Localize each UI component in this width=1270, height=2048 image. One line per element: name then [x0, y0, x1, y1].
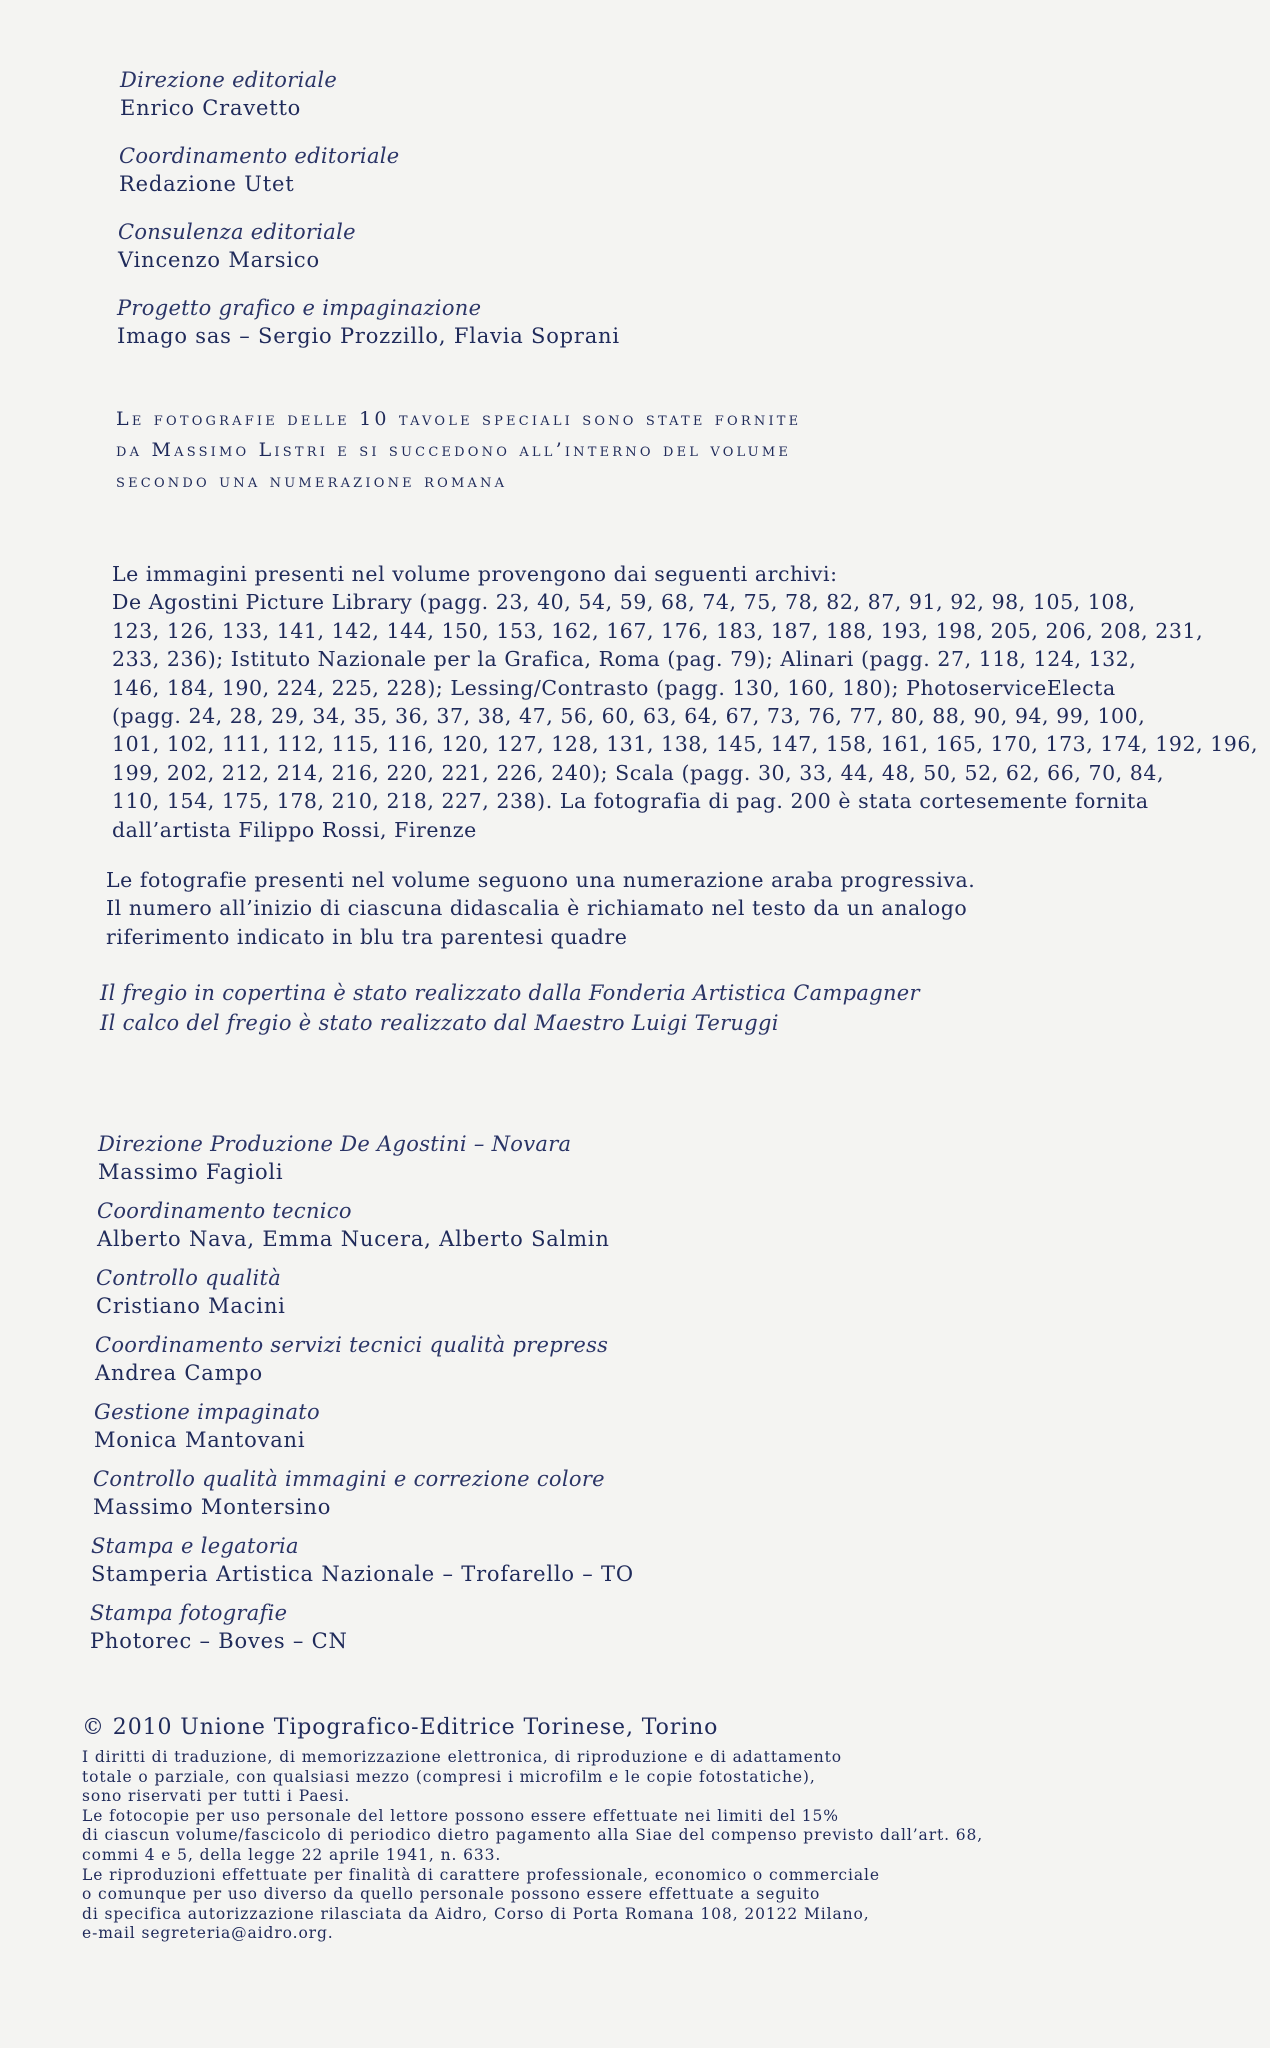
copyright-section	[82, 1714, 983, 1944]
credit-name: Massimo Fagioli	[98, 1160, 284, 1184]
archives-line: 123, 126, 133, 141, 142, 144, 150, 153, 162, 167, 176, 183, 187, 188, 193, 198, 205, 206, 208, 231,	[112, 618, 1204, 643]
archives-line: Le immagini presenti nel volume provengono dai seguenti archivi:	[112, 562, 838, 586]
credit-role: Controllo qualità	[96, 1266, 282, 1290]
frieze-line: Il fregio in copertina è stato realizzato dalla Fonderia Artistica Campagner	[100, 981, 920, 1005]
credit-name: Monica Mantovani	[94, 1428, 306, 1452]
rights-paragraph	[82, 1748, 983, 1944]
credit-role: Consulenza editoriale	[118, 220, 356, 244]
rights-line: commi 4 e 5, della legge 22 aprile 1941, n. 633.	[82, 1845, 502, 1864]
rights-line: Le riproduzioni effettuate per finalità di carattere professionale, economico o commerciale	[82, 1865, 880, 1884]
archives-line: De Agostini Picture Library (pagg. 23, 40, 54, 59, 68, 74, 75, 78, 82, 87, 91, 92, 98, 105, 108,	[112, 590, 1136, 615]
credit-technical-coordination	[97, 1197, 634, 1253]
rights-line: totale o parziale, con qualsiasi mezzo (compresi i microfilm e le copie fotostatiche),	[82, 1767, 816, 1786]
rights-line: sono riservati per tutti i Paesi.	[82, 1787, 351, 1806]
archives-line: 110, 154, 175, 178, 210, 218, 227, 238). La fotografia di pag. 200 è stata cortesemente fornita	[112, 789, 1149, 814]
credit-name: Imago sas – Sergio Prozzillo, Flavia Soprani	[117, 324, 620, 348]
archives-line: 146, 184, 190, 224, 225, 228); Lessing/Contrasto (pagg. 130, 160, 180); PhotoserviceElecta	[112, 675, 1116, 700]
credit-name: Enrico Cravetto	[120, 96, 302, 120]
credit-name: Andrea Campo	[95, 1361, 263, 1385]
editorial-credits	[117, 66, 620, 350]
notice-line: Le fotografie delle 10 tavole speciali sono state fornite	[116, 408, 802, 430]
notice-line: secondo una numerazione romana	[116, 470, 508, 492]
rights-line: e-mail segreteria@aidro.org.	[82, 1924, 334, 1943]
archives-paragraph	[112, 560, 1258, 844]
numbering-line: Le fotografie presenti nel volume seguono una numerazione araba progressiva.	[106, 868, 976, 892]
numbering-line: Il numero all’inizio di ciascuna didascalia è richiamato nel testo da un analogo	[106, 896, 968, 921]
credit-color-correction	[93, 1465, 634, 1521]
credit-editorial-direction	[120, 66, 620, 122]
credit-role: Stampa fotografie	[90, 1601, 288, 1625]
archives-line: (pagg. 24, 28, 29, 34, 35, 36, 37, 38, 47, 56, 60, 63, 64, 67, 73, 76, 77, 80, 88, 90, 94, 99, 100,	[112, 704, 1146, 729]
credit-role: Coordinamento editoriale	[119, 144, 400, 168]
credit-prepress-coordination	[95, 1331, 634, 1387]
credit-graphic-design	[117, 294, 620, 350]
credit-name: Stamperia Artistica Nazionale – Trofarello – TO	[91, 1562, 634, 1586]
credit-role: Stampa e legatoria	[91, 1534, 299, 1558]
credit-name: Redazione Utet	[119, 172, 295, 196]
credit-name: Massimo Montersino	[93, 1495, 332, 1519]
credit-layout-management	[94, 1398, 634, 1454]
credit-role: Coordinamento servizi tecnici qualità prepress	[95, 1333, 609, 1357]
credit-role: Direzione Produzione De Agostini – Novara	[98, 1132, 572, 1156]
credit-photo-printing	[90, 1599, 634, 1655]
credit-editorial-coordination	[119, 142, 620, 198]
notice-line: da Massimo Listri e si succedono all’interno del volume	[116, 439, 792, 461]
archives-line: dall’artista Filippo Rossi, Firenze	[112, 817, 477, 842]
special-plates-notice	[116, 404, 801, 497]
numbering-paragraph	[106, 866, 975, 951]
frieze-line: Il calco del fregio è stato realizzato dal Maestro Luigi Teruggi	[100, 1011, 779, 1035]
archives-line: 101, 102, 111, 112, 115, 116, 120, 127, 128, 131, 138, 145, 147, 158, 161, 165, 170, 173, 174, 192, 196,	[112, 732, 1259, 757]
copyright-line: © 2010 Unione Tipografico-Editrice Torinese, Torino	[82, 1715, 719, 1740]
frieze-notice	[100, 978, 920, 1038]
credit-editorial-consulting	[118, 218, 620, 274]
credit-production-direction	[98, 1130, 634, 1186]
credit-role: Progetto grafico e impaginazione	[117, 296, 482, 320]
archives-line: 199, 202, 212, 214, 216, 220, 221, 226, 240); Scala (pagg. 30, 33, 44, 48, 50, 52, 62, 66, 70, 84,	[112, 760, 1165, 785]
credit-role: Direzione editoriale	[120, 68, 338, 92]
rights-line: I diritti di traduzione, di memorizzazione elettronica, di riproduzione e di adattamento	[82, 1748, 842, 1766]
rights-line: di ciascun volume/fascicolo di periodico dietro pagamento alla Siae del compenso previsto dall’art. 68,	[82, 1826, 984, 1845]
rights-line: di specifica autorizzazione rilasciata da Aidro, Corso di Porta Romana 108, 20122 Milano,	[82, 1904, 870, 1923]
numbering-line: riferimento indicato in blu tra parentesi quadre	[106, 924, 628, 949]
credit-printing-binding	[91, 1532, 634, 1588]
credit-name: Photorec – Boves – CN	[90, 1629, 348, 1653]
credit-role: Gestione impaginato	[94, 1400, 320, 1424]
production-credits	[90, 1130, 634, 1655]
archives-line: 233, 236); Istituto Nazionale per la Grafica, Roma (pag. 79); Alinari (pagg. 27, 118, 124, 132,	[112, 647, 1137, 672]
credit-name: Cristiano Macini	[96, 1294, 286, 1318]
credit-role: Coordinamento tecnico	[97, 1199, 352, 1223]
credit-name: Alberto Nava, Emma Nucera, Alberto Salmin	[97, 1227, 610, 1251]
credit-quality-control	[96, 1264, 634, 1320]
credit-role: Controllo qualità immagini e correzione colore	[93, 1467, 605, 1491]
rights-line: Le fotocopie per uso personale del lettore possono essere effettuate nei limiti del 15%	[82, 1806, 839, 1825]
credit-name: Vincenzo Marsico	[118, 248, 320, 272]
rights-line: o comunque per uso diverso da quello personale possono essere effettuate a seguito	[82, 1885, 821, 1904]
